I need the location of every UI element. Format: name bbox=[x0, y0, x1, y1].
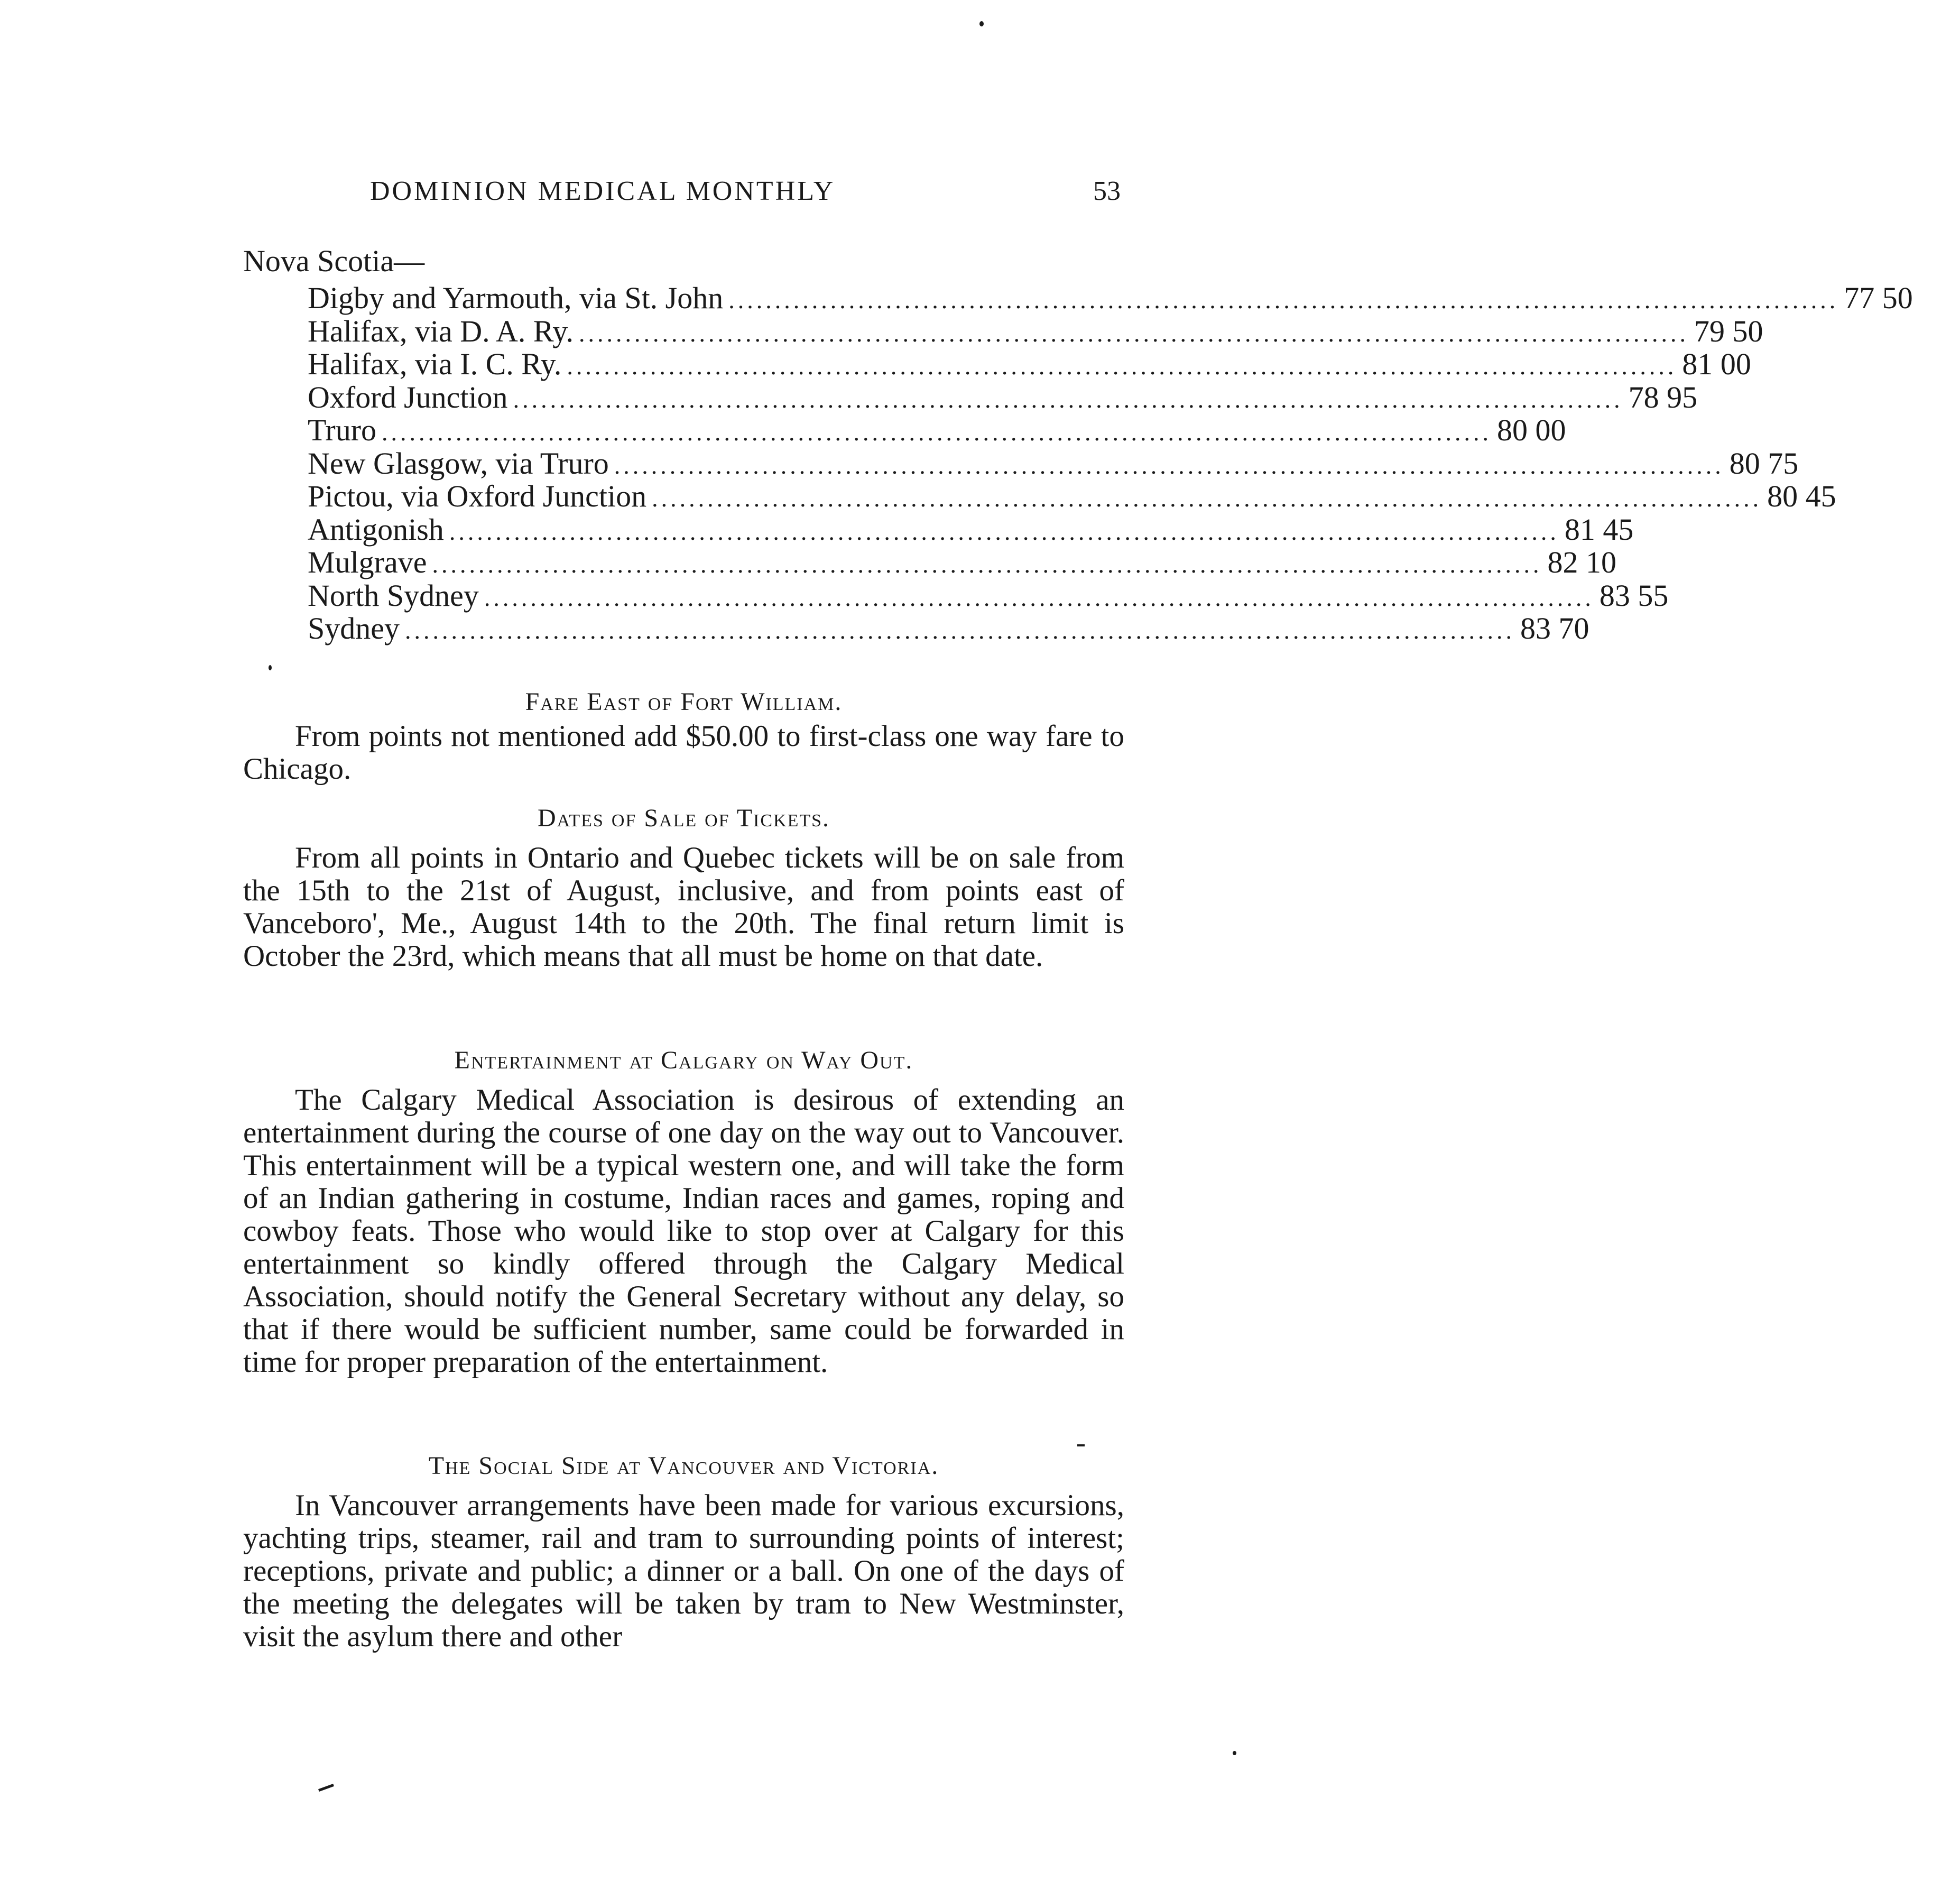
dot-leader: ........................................................................................................................ bbox=[405, 617, 1515, 644]
scan-speck bbox=[979, 21, 984, 26]
dot-leader: ........................................................................................................................ bbox=[449, 518, 1559, 545]
region-heading: Nova Scotia— bbox=[243, 244, 425, 278]
fare-price: 78 95 bbox=[1628, 380, 1698, 414]
fare-price: 82 10 bbox=[1547, 545, 1616, 579]
dot-leader: ........................................................................................................................ bbox=[652, 485, 1762, 512]
fare-price: 79 50 bbox=[1694, 314, 1763, 348]
fare-table bbox=[308, 280, 1913, 646]
fare-destination: New Glasgow, via Truro bbox=[308, 446, 609, 481]
dot-leader: ........................................................................................................................ bbox=[382, 419, 1492, 446]
fare-row bbox=[308, 578, 1669, 613]
dot-leader: ........................................................................................................................ bbox=[614, 451, 1724, 479]
dot-leader: ........................................................................................................................ bbox=[578, 319, 1689, 347]
fare-destination: Truro bbox=[308, 413, 377, 447]
fare-row bbox=[308, 478, 1836, 513]
fare-price: 80 45 bbox=[1767, 479, 1836, 513]
dot-leader: ........................................................................................................................ bbox=[513, 385, 1623, 413]
fare-east-heading: Fare East of Fort William. bbox=[525, 688, 843, 716]
scan-speck bbox=[269, 665, 272, 670]
scan-speck bbox=[318, 1784, 334, 1792]
fare-destination: Antigonish bbox=[308, 512, 444, 547]
dates-of-sale-heading: Dates of Sale of Tickets. bbox=[537, 804, 830, 832]
fare-destination: Oxford Junction bbox=[308, 380, 508, 414]
fare-row bbox=[308, 380, 1698, 414]
fare-destination: Digby and Yarmouth, via St. John bbox=[308, 281, 724, 315]
page-number: 53 bbox=[1093, 176, 1121, 206]
fare-destination: Sydney bbox=[308, 611, 400, 646]
fare-row bbox=[308, 611, 1589, 646]
fare-destination: North Sydney bbox=[308, 578, 479, 613]
fare-price: 80 75 bbox=[1729, 446, 1799, 481]
social-side-heading: The Social Side at Vancouver and Victoria. bbox=[428, 1452, 939, 1480]
entertainment-heading: Entertainment at Calgary on Way Out. bbox=[454, 1046, 913, 1074]
dot-leader: ........................................................................................................................ bbox=[432, 551, 1542, 578]
dot-leader: ........................................................................................................................ bbox=[567, 353, 1677, 380]
fare-price: 81 45 bbox=[1564, 512, 1634, 547]
fare-row bbox=[308, 280, 1913, 315]
fare-row bbox=[308, 346, 1751, 381]
fare-price: 81 00 bbox=[1682, 347, 1751, 381]
fare-destination: Pictou, via Oxford Junction bbox=[308, 479, 647, 513]
fare-price: 80 00 bbox=[1497, 413, 1566, 447]
fare-price: 83 55 bbox=[1599, 578, 1669, 613]
scan-speck bbox=[1077, 1444, 1085, 1446]
entertainment-paragraph: The Calgary Medical Association is desirous of extending an entertainment during the course of one day on the way out to Vancouver. This entertainment will be a typical western one, and will take the form of an Indian gathering in costume, Indian races and games, roping and cowboy feats. Those who would like to stop over at Calgary for this entertainment so kindly offered through the Calgary Medical Association, should notify the General Secretary without any delay, so that if there would be sufficient number, same could be forwarded in time for proper preparation of the entertainment. bbox=[243, 1083, 1124, 1379]
dot-leader: ........................................................................................................................ bbox=[484, 584, 1594, 611]
fare-row bbox=[308, 446, 1799, 481]
fare-price: 83 70 bbox=[1520, 611, 1589, 646]
dot-leader: ........................................................................................................................ bbox=[728, 287, 1839, 314]
fare-row bbox=[308, 314, 1763, 348]
fare-destination: Halifax, via I. C. Ry. bbox=[308, 347, 562, 381]
running-title: DOMINION MEDICAL MONTHLY bbox=[370, 176, 836, 206]
fare-row bbox=[308, 545, 1616, 579]
fare-row bbox=[308, 412, 1566, 447]
social-side-paragraph: In Vancouver arrangements have been made for various excursions, yachting trips, steamer, rail and tram to surrounding points of interest; receptions, private and public; a dinner or a ball. On one of the days of the meeting the delegates will be taken by tram to New Westminster, visit the asylum there and other bbox=[243, 1489, 1124, 1653]
fare-destination: Mulgrave bbox=[308, 545, 427, 579]
fare-price: 77 50 bbox=[1844, 281, 1913, 315]
dates-of-sale-paragraph: From all points in Ontario and Quebec tickets will be on sale from the 15th to the 21st of August, inclusive, and from points east of Vanceboro', Me., August 14th to the 20th. The final return limit is October the 23rd, which means that all must be home on that date. bbox=[243, 841, 1124, 973]
scan-speck bbox=[1233, 1751, 1236, 1755]
fare-destination: Halifax, via D. A. Ry. bbox=[308, 314, 574, 348]
fare-east-paragraph: From points not mentioned add $50.00 to first-class one way fare to Chicago. bbox=[243, 720, 1124, 786]
fare-row bbox=[308, 512, 1634, 547]
